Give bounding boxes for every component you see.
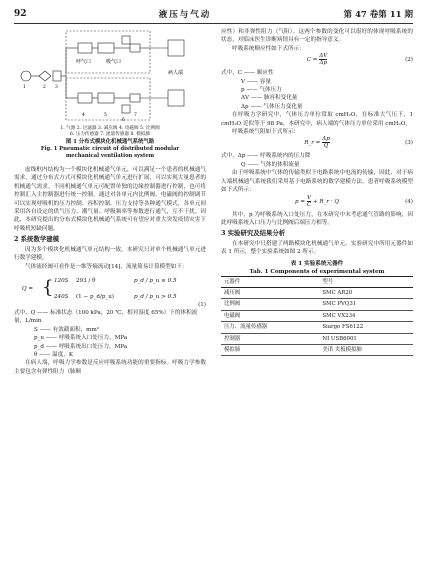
callout-3: 3	[55, 85, 58, 90]
lung-simulator-top	[168, 40, 184, 56]
callout-2: 2	[43, 85, 46, 90]
callout-7: 7	[134, 113, 137, 118]
figure-caption-en-2: mechanical ventilation system	[65, 153, 155, 160]
label-inhale-port: 吸气口	[106, 59, 122, 65]
definition-line: Q —— 气体的体积流量	[241, 161, 300, 168]
table-row	[221, 333, 413, 344]
journal-name: 液压与气动	[158, 10, 212, 20]
table-header-cell: 型号	[319, 276, 413, 287]
eq1-definitions	[14, 309, 206, 359]
table-cell: 电磁阀	[221, 310, 319, 321]
paragraph: 呼吸系统顺应性如下式所示：	[232, 45, 305, 52]
paragraph: 其中，p 为呼吸系统入口处压力。在本研究中未考虑通气管路的影响，因此呼吸系统入口压力与比例阀后端压力相等。	[221, 211, 413, 226]
eq2-denominator: Δp	[319, 60, 328, 67]
eq1-top-condition: p_d / p_u ≤ 0.5	[134, 277, 177, 284]
air-source-symbol	[21, 71, 31, 81]
table-cell: 控制器	[221, 333, 319, 344]
left-column	[14, 28, 206, 376]
regulator-symbol	[53, 71, 61, 81]
eq3-number: (3)	[405, 140, 413, 147]
eq1-bottom-sqrt: (1 − p_d/p_u)	[76, 293, 114, 300]
definition-line: 式中，Δp —— 呼吸系统内的压力降	[221, 153, 311, 160]
eq1-lhs: Q =	[22, 285, 34, 292]
definition-line: p —— 气体压力	[241, 87, 282, 94]
definition-line: 式中，C —— 顺应性	[221, 70, 274, 77]
definition-line: p_d —— 呼吸系统出口处压力，MPa	[34, 343, 128, 350]
callout-6: 6	[122, 118, 125, 123]
pressure-sensor-bottom	[122, 105, 130, 113]
section-heading-3: 3 实验研究及结果分析	[221, 229, 286, 238]
callout-4: 4	[82, 113, 85, 118]
definition-line: 式中，Q —— 标准状态（100 kPa，20 ℃，相对湿度 65%）下的体积流量，L/min	[14, 309, 198, 325]
eq3-denominator: Q	[323, 143, 329, 150]
paragraph: 虚线框内结构为一个模块化机械通气单元，可以满足一个患者的机械通气需求，通过分布式方式可模块化机械通气单元进行扩展，可以实现大量患者的机械通气需求。不同机械通气单元可配置单独的边缘控制器进行控制，也可将控制汇入主控制器进行统一控制。通过对各单元内比例阀、电磁阀的控制调节可以实现呼吸机的压力控制、容积控制、压力支持等各种通气模式，各单元间采用各自设定的供气压力、潮气量、呼吸频率等参数进行通气，互不干扰。因此，本研究提出的分布式模块化机械通气系统可有望应对重大突发疫情灾害下呼吸机短缺问题。	[14, 167, 206, 232]
eq3-definitions	[221, 152, 413, 169]
components-table	[221, 276, 413, 357]
figure-caption-cn: 图 1 分布式模块化机械通气系统气路	[65, 138, 155, 145]
eq4-numerator: V	[306, 194, 311, 201]
eq1-top-sqrt: 293 / θ	[76, 277, 96, 284]
module-box-bottom	[66, 78, 150, 120]
definition-line: V —— 容量	[241, 78, 271, 85]
label-patient-end: 病人端	[168, 70, 184, 76]
table-row	[221, 345, 413, 356]
proportional-valve-top	[98, 43, 114, 53]
table-cell: NI USB6001	[319, 333, 413, 344]
table-cell: Siargo FS6122	[319, 322, 413, 333]
lung-simulator-bottom	[168, 90, 184, 106]
equation-4	[221, 195, 413, 211]
eq4-rest: + R_r · Q	[312, 198, 339, 205]
paragraph: 气体流经阀可看作是一维等熵流动[14]，流量简易计算模型如下：	[25, 263, 188, 270]
figure-legend-2: 6. 压力传感器 7. 流量传感器 8. 模拟肺	[69, 132, 151, 138]
figure-1	[14, 28, 206, 160]
definition-line: S —— 有效截面积，mm²	[34, 326, 99, 333]
eq2-numerator: ΔV	[319, 53, 328, 60]
callout-5: 5	[104, 113, 107, 118]
section-heading-2: 2 系统数学建模	[14, 235, 60, 244]
eq1-bottom-condition: p_d / p_u > 0.5	[134, 293, 177, 300]
solenoid-valve-bottom	[78, 93, 92, 103]
table-title-en: Tab. 1 Components of experimental system	[249, 268, 385, 275]
solenoid-valve-top	[78, 43, 92, 53]
paragraph: 因为多个模块化机械通气单元结构一致，本研究只对单个机械通气单元进行数学建模。	[14, 246, 206, 262]
table-header-cell: 元器件	[221, 276, 319, 287]
definition-line: θ —— 温度，K	[34, 352, 74, 358]
eq2-number: (2)	[405, 57, 413, 64]
page-number: 92	[14, 9, 27, 19]
equation-3	[221, 136, 413, 152]
eq1-bottom-coef: 240S	[54, 293, 69, 300]
table-cell: SMC VX234	[319, 310, 413, 321]
volume-issue: 第 47 卷第 11 期	[343, 10, 413, 20]
filter-symbol	[39, 71, 51, 81]
header-rule	[14, 23, 413, 24]
eq1-top-coef: 120S	[54, 277, 69, 284]
table-row	[221, 288, 413, 299]
paragraph: 应性）和非弹性阻力（气阻）。这两个参数的变化可以很好的体现呼吸系统的状态，对临床医生诊断病情具有一定的指导意义。	[221, 29, 413, 44]
eq3-numerator: Δp	[322, 136, 330, 143]
definition-line: ΔV —— 肺容积变化量	[241, 95, 298, 102]
table-row	[221, 310, 413, 321]
paragraph: 在呼吸力学研究中，气体压力单位常取 cmH₂O，在标准大气压下，1 cmH₂O 近似等于 98 Pa，本研究中，病人端的气体压力单位采用 cmH₂O。	[221, 112, 413, 127]
eq1-brace: {	[42, 276, 54, 298]
definition-line: p_u —— 呼吸系统入口处压力，MPa	[34, 335, 128, 342]
paragraph: 在病人端，呼吸力学参数是反应呼吸系统功能的重要指标。呼吸力学参数主要包含有弹性阻力（肺顺	[14, 360, 206, 375]
figure-caption-en-1: Fig. 1 Pneumatic circuit of distributed modular	[40, 146, 180, 153]
eq1-number: (1)	[198, 301, 206, 308]
eq2-definitions	[221, 69, 413, 111]
eq2-lhs: C =	[306, 57, 318, 64]
definition-line: Δp —— 气体压力变化量	[241, 103, 303, 110]
equation-1	[14, 271, 206, 309]
eq4-denominator: C	[306, 201, 312, 208]
flow-sensor-bottom	[130, 94, 140, 102]
table-cell: 减压阀	[221, 288, 319, 299]
table-title-cn: 表 1 实验系统元器件	[290, 260, 344, 267]
callout-1: 1	[23, 85, 26, 90]
table-row	[221, 299, 413, 310]
eq3-lhs: R_r =	[304, 140, 321, 147]
proportional-valve-bottom	[98, 93, 114, 103]
eq4-lhs: p =	[295, 198, 306, 205]
table-cell: SMC AR20	[319, 288, 413, 299]
table-cell: 模拟肺	[221, 345, 319, 356]
table-row	[221, 322, 413, 333]
table-cell: 比例阀	[221, 299, 319, 310]
right-column	[221, 28, 413, 356]
label-mouth-port: 呼气口	[76, 59, 92, 65]
paragraph: 在本研究中只搭建了两路模块化机械通气单元，实验研究中所用元器件如表 1 所示，整个实验系统如图 2 所示。	[221, 240, 413, 256]
table-cell: 美诺 夹板模拟肺	[319, 345, 413, 356]
table-cell: SMC PVQ31	[319, 299, 413, 310]
pressure-sensor-top	[122, 36, 130, 44]
pneumatic-circuit-diagram	[18, 28, 204, 124]
figure-legend-1: 1. 气源 2. 过滤器 3. 减压阀 4. 电磁阀 5. 比例阀	[60, 126, 160, 131]
equation-2	[221, 53, 413, 69]
table-header-row	[221, 276, 413, 287]
running-header	[14, 7, 413, 21]
table-cell: 压力、流量传感器	[221, 322, 319, 333]
paragraph: 由于呼吸系统中气体的传输类似于电路系统中电流的传输，因此，对于病人端机械通气系统我们采用基于电路系统的数学建模方法。患者呼吸系统模型如下式所示：	[221, 170, 413, 194]
flow-sensor-top	[130, 44, 140, 52]
eq4-number: (4)	[405, 198, 413, 205]
paragraph: 呼吸系统气阻如下式所示：	[232, 129, 300, 136]
